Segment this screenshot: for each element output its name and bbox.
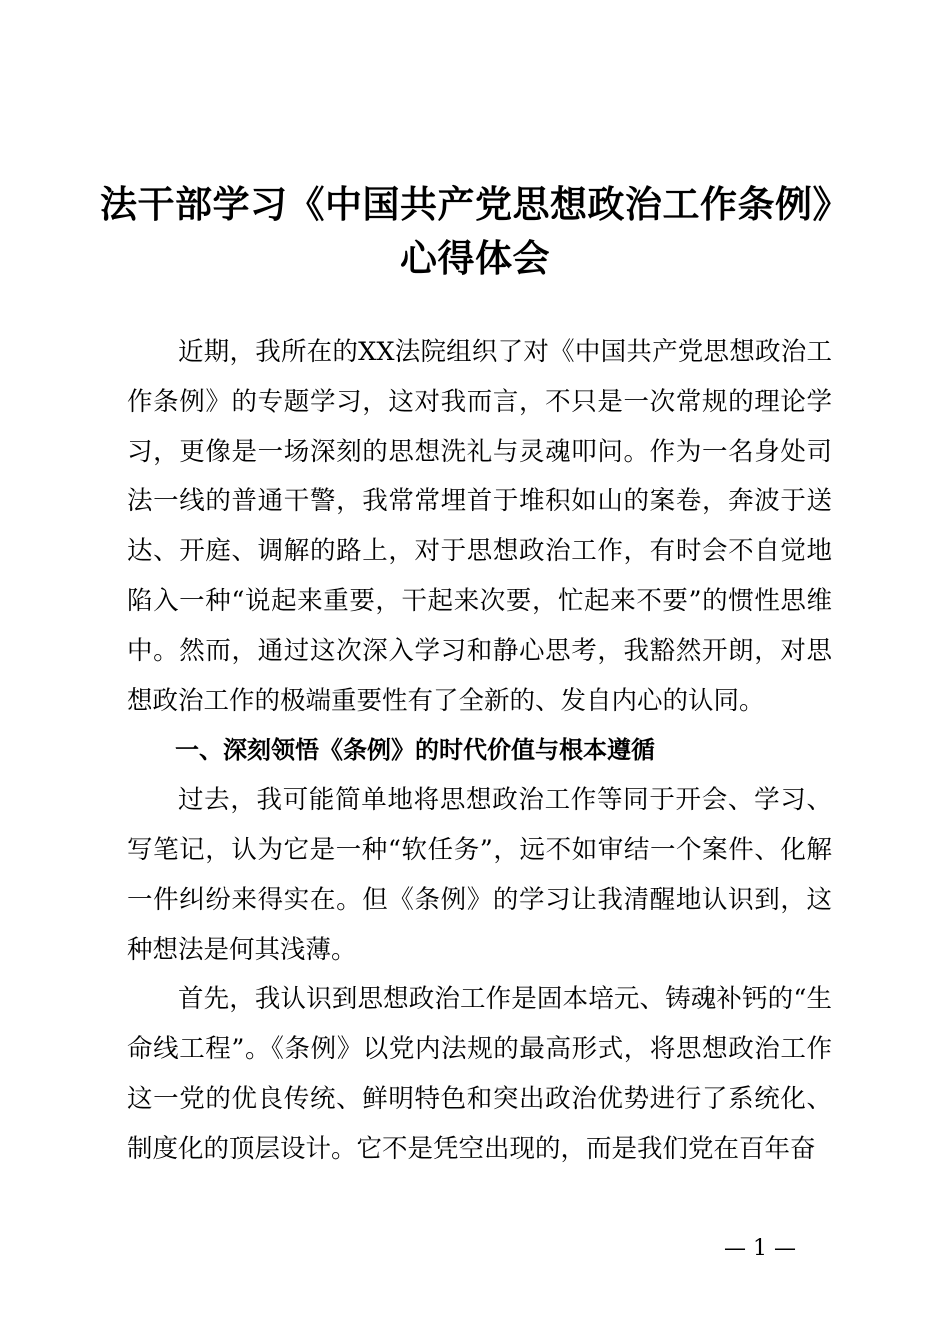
document-body bbox=[127, 328, 832, 1175]
title-line-2: 心得体会 bbox=[400, 237, 550, 280]
page-number: — 1 — bbox=[724, 1236, 796, 1261]
document-title bbox=[100, 178, 850, 286]
section1-paragraph-1: 过去，我可能简单地将思想政治工作等同于开会、学习、写笔记，认为它是一种“软任务”，远不如审结一个案件、化解一件纠纷来得实在。但《条例》的学习让我清醒地认识到，这种想法是何其浅薄。 bbox=[127, 785, 832, 965]
intro-paragraph: 近期，我所在的XX法院组织了对《中国共产党思想政治工作条例》的专题学习，这对我而言，不只是一次常规的理论学习，更像是一场深刻的思想洗礼与灵魂叩问。作为一名身处司法一线的普通干警，我常常埋首于堆积如山的案卷，奔波于送达、开庭、调解的路上，对于思想政治工作，有时会不自觉地陷入一种“说起来重要，干起来次要，忙起来不要”的惯性思维中。然而，通过这次深入学习和静心思考，我豁然开朗，对思想政治工作的极端重要性有了全新的、发自内心的认同。 bbox=[127, 337, 832, 716]
section-heading-1: 一、深刻领悟《条例》的时代价值与根本遵循 bbox=[175, 736, 655, 765]
section1-paragraph-2: 首先，我认识到思想政治工作是固本培元、铸魂补钙的“生命线工程”。《条例》以党内法规的最高形式，将思想政治工作这一党的优良传统、鲜明特色和突出政治优势进行了系统化、制度化的顶层设计。它不是凭空出现的，而是我们党在百年奋 bbox=[127, 984, 832, 1164]
title-line-1: 法干部学习《中国共产党思想政治工作条例》 bbox=[100, 183, 850, 226]
